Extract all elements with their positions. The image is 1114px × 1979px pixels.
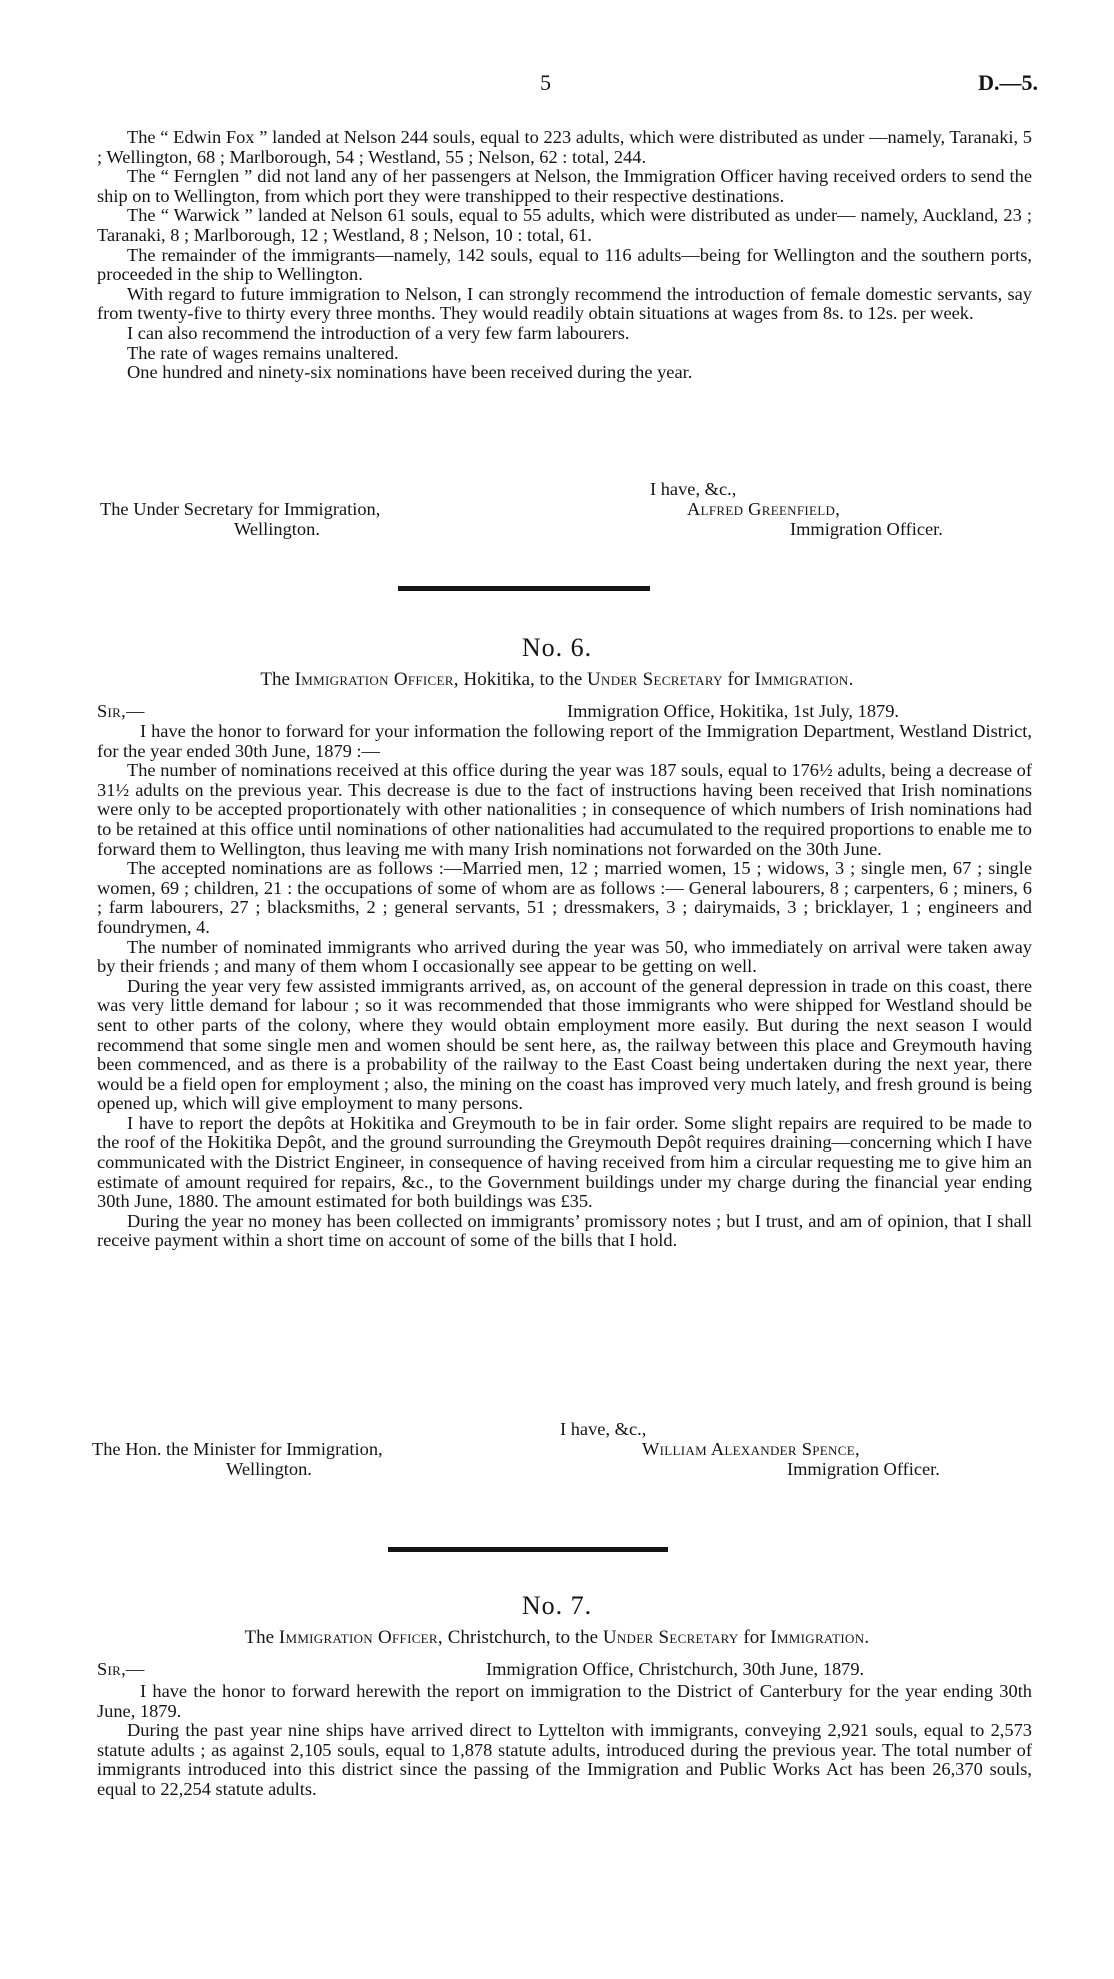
subtitle-to: Under Secretary xyxy=(587,669,723,690)
addressee: The Under Secretary for Immigration, xyxy=(100,499,381,519)
salutation-row-no6 xyxy=(97,702,1032,722)
no6-report-body xyxy=(97,722,1032,1251)
signatory-name: William Alexander Spence, xyxy=(642,1439,860,1459)
subtitle-dept: Immigration. xyxy=(754,669,854,690)
subtitle-from: Immigration Officer, xyxy=(278,1627,443,1648)
paragraph: I have to report the depôts at Hokitika and Greymouth to be in fair order. Some slight repairs are required to be made to the roof of the Hokitika Depôt, and the ground surrounding the Greymouth Depôt requires draining—concerning which I have communicated with the District Engineer, in consequence of having received from him a circular requesting me to give him an estimate of amount required for repairs, &c., to the Government buildings under my charge during the financial year ending 30th June, 1880. The amount estimated for both buildings was £35. xyxy=(97,1112,1032,1212)
subtitle-for: for xyxy=(743,1627,766,1648)
addressee: The Hon. the Minister for Immigration, xyxy=(92,1439,383,1459)
dateline: Immigration Office, Hokitika, 1st July, 1879. xyxy=(567,701,900,721)
addressee-city: Wellington. xyxy=(234,519,320,539)
paragraph: I have the honor to forward for your information the following report of the Immigration Department, Westland District, for the year ended 30th June, 1879 :— xyxy=(97,721,1032,761)
no7-report-body xyxy=(97,1682,1032,1800)
section-heading-no6: No. 6. xyxy=(521,633,593,662)
nelson-signature-block xyxy=(97,480,1032,540)
subtitle-dept: Immigration. xyxy=(770,1627,870,1648)
section-subtitle-no7 xyxy=(0,1628,1114,1648)
salutation: Sir,— xyxy=(97,1659,145,1679)
signatory-title: Immigration Officer. xyxy=(787,1459,940,1479)
salutation-row-no7 xyxy=(97,1660,1032,1680)
subtitle-place: Hokitika, to the xyxy=(463,669,583,690)
closing: I have, &c., xyxy=(650,479,737,499)
subtitle-to: Under Secretary xyxy=(602,1627,739,1648)
document-reference: D.—5. xyxy=(978,70,1038,95)
paragraph: During the year very few assisted immigrants arrived, as, on account of the general depression in trade on this coast, there was very little demand for labour ; so it was recommended that those immigrants who were shipped for Westland should be sent to other parts of the colony, where they would obtain employment more easily. But during the next season I would recommend that some single men and women should be sent here, as, the railway between this place and Greymouth having been commenced, and as there is a probability of the railway to the East Coast being undertaken during the next year, there would be a field open for employment ; also, the mining on the coast has improved very much lately, and fresh ground is being opened up, which will give employment to many persons. xyxy=(97,975,1032,1114)
closing: I have, &c., xyxy=(560,1419,647,1439)
signatory-title: Immigration Officer. xyxy=(790,519,943,539)
paragraph: One hundred and ninety-six nominations have been received during the year. xyxy=(127,362,693,383)
subtitle-place: Christchurch, to the xyxy=(447,1627,599,1648)
section-heading-no7: No. 7. xyxy=(521,1591,593,1620)
paragraph: The “ Fernglen ” did not land any of her passengers at Nelson, the Immigration Officer having received orders to send the ship on to Wellington, from which port they were transhipped to their respective destinations. xyxy=(97,166,1032,206)
paragraph: The number of nominated immigrants who arrived during the year was 50, who immediately on arrival were taken away by their friends ; and many of them whom I occasionally see appear to be getting on well. xyxy=(97,936,1032,977)
paragraph: During the past year nine ships have arrived direct to Lyttelton with immigrants, conveying 2,921 souls, equal to 2,573 statute adults ; as against 2,105 souls, equal to 1,878 statute adults, introduced during the previous year. The total number of immigrants introduced into this district since the passing of the Immigration and Public Works Act has been 26,370 souls, equal to 22,254 statute adults. xyxy=(97,1720,1032,1799)
salutation: Sir,— xyxy=(97,701,145,721)
signatory-name: Alfred Greenfield, xyxy=(687,499,841,519)
paragraph: The accepted nominations are as follows :—Married men, 12 ; married women, 15 ; widows, 3 ; single men, 67 ; single women, 69 ; children, 21 : the occupations of some of whom are as follows :— General labourers, 8 ; carpenters, 6 ; miners, 6 ; farm labourers, 27 ; blacksmiths, 2 ; general servants, 51 ; dressmakers, 3 ; dairymaids, 3 ; bricklayer, 1 ; engineers and foundrymen, 4. xyxy=(97,858,1032,937)
paragraph: The “ Edwin Fox ” landed at Nelson 244 souls, equal to 223 adults, which were distributed as under —namely, Taranaki, 5 ; Wellington, 68 ; Marlborough, 54 ; Westland, 55 ; Nelson, 62 : total, 244. xyxy=(97,127,1032,167)
paragraph: With regard to future immigration to Nelson, I can strongly recommend the introduction of female domestic servants, say from twenty-five to thirty every three months. They would readily obtain situations at wages from 8s. to 12s. per week. xyxy=(97,283,1032,324)
section-divider xyxy=(398,586,650,591)
subtitle-from: Immigration Officer, xyxy=(294,669,459,690)
paragraph: The number of nominations received at this office during the year was 187 souls, equal to 176½ adults, being a decrease of 31½ adults on the previous year. This decrease is due to the fact of instructions having been received that Irish nominations were only to be accepted proportionately with other nationalities ; in consequence of which numbers of Irish nominations had to be retained at this office until nominations of other nationalities had accumulated to the required proportions to enable me to forward them to Wellington, thus leaving me with many Irish nominations not forwarded on the 30th June. xyxy=(97,760,1032,859)
paragraph: I have the honor to forward herewith the report on immigration to the District of Canterbury for the year ending 30th June, 1879. xyxy=(97,1681,1032,1721)
page-header xyxy=(0,70,1114,103)
section-divider xyxy=(388,1547,668,1552)
subtitle-for: for xyxy=(727,669,750,690)
paragraph: The rate of wages remains unaltered. xyxy=(127,342,399,363)
subtitle-pre: The xyxy=(244,1627,275,1648)
paragraph: I can also recommend the introduction of a very few farm labourers. xyxy=(127,322,630,343)
paragraph: During the year no money has been collected on immigrants’ promissory notes ; but I trust, and am of opinion, that I shall receive payment within a short time on account of some of the bills that I hold. xyxy=(97,1210,1032,1251)
section-subtitle-no6 xyxy=(0,670,1114,690)
paragraph: The remainder of the immigrants—namely, 142 souls, equal to 116 adults—being for Wellington and the southern ports, proceeded in the ship to Wellington. xyxy=(97,244,1032,285)
subtitle-pre: The xyxy=(260,669,290,690)
nelson-report-body xyxy=(97,128,1032,383)
dateline: Immigration Office, Christchurch, 30th June, 1879. xyxy=(486,1659,865,1679)
no6-signature-block xyxy=(92,1419,1032,1480)
page-number: 5 xyxy=(540,70,551,95)
paragraph: The “ Warwick ” landed at Nelson 61 souls, equal to 55 adults, which were distributed as under— namely, Auckland, 23 ; Taranaki, 8 ; Marlborough, 12 ; Westland, 8 ; Nelson, 10 : total, 61. xyxy=(97,205,1032,245)
addressee-city: Wellington. xyxy=(226,1459,312,1479)
